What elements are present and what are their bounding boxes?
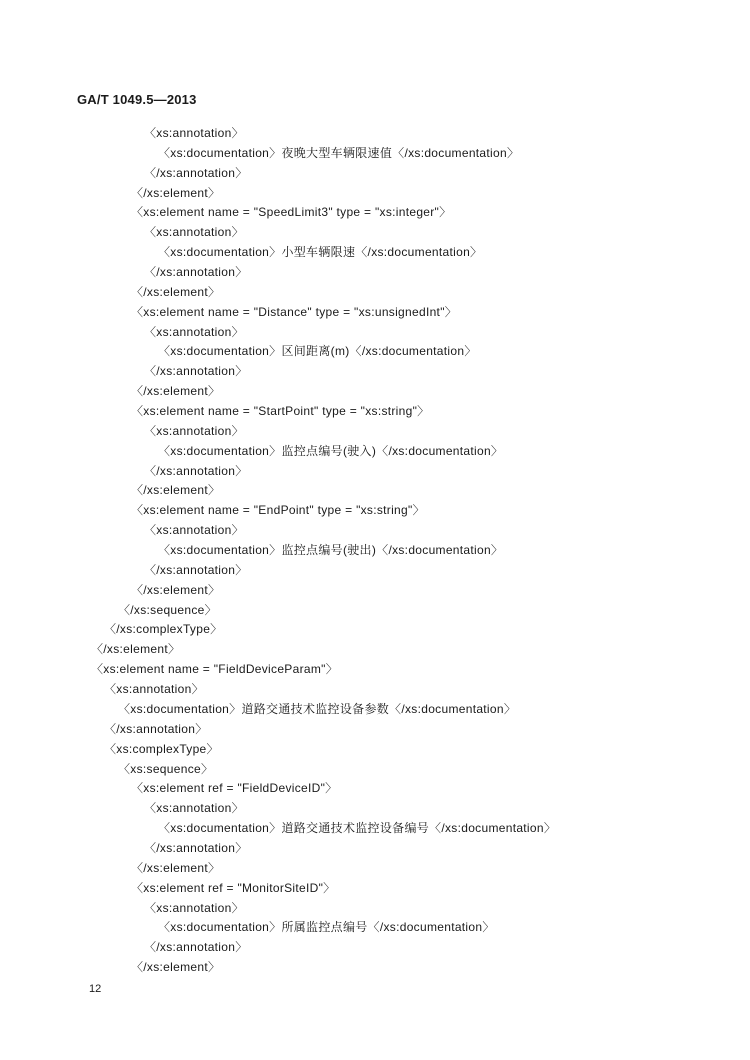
code-line: 〈/xs:element〉 — [131, 960, 221, 975]
code-line: 〈xs:annotation〉 — [104, 682, 204, 697]
code-line: 〈xs:annotation〉 — [144, 900, 244, 915]
code-line: 〈/xs:element〉 — [131, 483, 221, 498]
standard-number-header: GA/T 1049.5—2013 — [77, 92, 197, 107]
code-line: 〈/xs:annotation〉 — [144, 562, 248, 577]
code-line: 〈/xs:element〉 — [131, 860, 221, 875]
code-line: 〈xs:documentation〉小型车辆限速〈/xs:documentation〉 — [158, 245, 483, 260]
code-line: 〈xs:documentation〉监控点编号(驶出)〈/xs:documentation〉 — [158, 543, 504, 558]
code-line: 〈xs:documentation〉道路交通技术监控设备编号〈/xs:documentation〉 — [158, 821, 557, 836]
code-line: 〈/xs:complexType〉 — [104, 622, 223, 637]
code-line: 〈xs:element name = "StartPoint" type = "xs:string"〉 — [131, 404, 430, 419]
code-line: 〈/xs:element〉 — [131, 582, 221, 597]
code-line: 〈xs:element name = "FieldDeviceParam"〉 — [91, 662, 339, 677]
code-line: 〈/xs:sequence〉 — [118, 602, 217, 617]
code-line: 〈/xs:annotation〉 — [144, 840, 248, 855]
code-line: 〈xs:documentation〉区间距离(m)〈/xs:documentation〉 — [158, 344, 477, 359]
code-line: 〈xs:annotation〉 — [144, 126, 244, 140]
code-line: 〈/xs:element〉 — [131, 185, 221, 200]
code-line: 〈xs:sequence〉 — [118, 761, 214, 776]
code-line: 〈xs:annotation〉 — [144, 423, 244, 438]
code-line: 〈/xs:annotation〉 — [144, 364, 248, 379]
code-line: 〈xs:documentation〉道路交通技术监控设备参数〈/xs:documentation〉 — [118, 701, 517, 716]
code-line: 〈/xs:annotation〉 — [144, 265, 248, 280]
code-line: 〈xs:element name = "SpeedLimit3" type = "xs:integer"〉 — [131, 205, 452, 220]
code-line: 〈xs:annotation〉 — [144, 523, 244, 538]
code-line: 〈/xs:element〉 — [131, 284, 221, 299]
code-line: 〈/xs:annotation〉 — [144, 940, 248, 955]
code-line: 〈xs:documentation〉夜晚大型车辆限速值〈/xs:documentation〉 — [158, 145, 520, 160]
code-line: 〈/xs:annotation〉 — [104, 721, 208, 736]
code-line: 〈xs:annotation〉 — [144, 801, 244, 816]
code-line: 〈/xs:annotation〉 — [144, 165, 248, 180]
code-line: 〈xs:element name = "Distance" type = "xs:unsignedInt"〉 — [131, 304, 458, 319]
xml-schema-code-block — [0, 124, 750, 978]
code-line: 〈/xs:element〉 — [91, 642, 181, 657]
code-line: 〈xs:element ref = "MonitorSiteID"〉 — [131, 880, 336, 895]
code-line: 〈xs:complexType〉 — [104, 741, 219, 756]
code-line: 〈xs:annotation〉 — [144, 225, 244, 240]
code-line: 〈xs:element name = "EndPoint" type = "xs:string"〉 — [131, 503, 425, 518]
code-line: 〈xs:documentation〉所属监控点编号〈/xs:documentation〉 — [158, 920, 495, 935]
code-line: 〈xs:annotation〉 — [144, 324, 244, 339]
code-line: 〈/xs:element〉 — [131, 384, 221, 399]
code-line: 〈/xs:annotation〉 — [144, 463, 248, 478]
page-number: 12 — [89, 983, 102, 995]
code-line: 〈xs:documentation〉监控点编号(驶入)〈/xs:documentation〉 — [158, 443, 504, 458]
code-line: 〈xs:element ref = "FieldDeviceID"〉 — [131, 781, 338, 796]
